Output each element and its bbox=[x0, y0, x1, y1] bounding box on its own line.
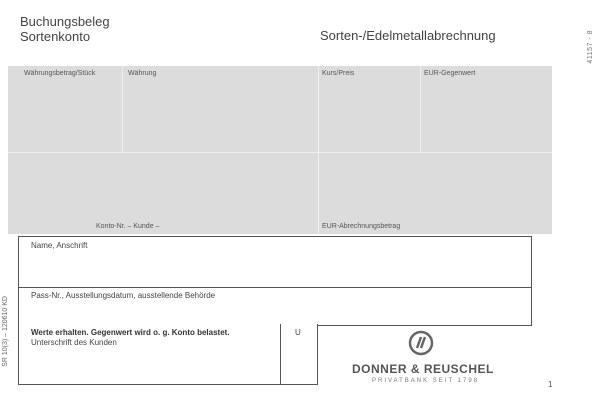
receipt-box bbox=[18, 324, 318, 385]
table-divider bbox=[420, 66, 421, 152]
document-heading: Sorten-/Edelmetallabrechnung bbox=[320, 28, 496, 43]
bank-logo-icon bbox=[408, 330, 434, 361]
table-divider bbox=[318, 66, 319, 234]
column-eur-label: EUR-Gegenwert bbox=[424, 70, 476, 77]
eur-total-label: EUR-Abrechnungsbetrag bbox=[322, 223, 401, 230]
column-rate-label: Kurs/Preis bbox=[322, 70, 355, 77]
page-number: 1 bbox=[548, 380, 553, 389]
table-divider bbox=[8, 152, 552, 153]
booking-table bbox=[8, 66, 552, 234]
name-address-label: Name, Anschrift bbox=[31, 241, 88, 250]
box-divider bbox=[19, 287, 531, 288]
bank-name: DONNER & REUSCHEL bbox=[352, 362, 494, 376]
column-amount-label: Währungsbetrag/Stück bbox=[24, 70, 96, 77]
title-line-1: Buchungsbeleg bbox=[20, 14, 110, 29]
title-line-2: Sortenkonto bbox=[20, 29, 91, 44]
account-number-label: Konto-Nr. – Kunde – bbox=[96, 223, 160, 230]
side-form-code: 41157 - 8 bbox=[587, 30, 594, 64]
column-currency-label: Währung bbox=[128, 70, 157, 77]
u-label: U bbox=[295, 328, 301, 337]
form-code: SR 10(3) – 120610 KD bbox=[2, 296, 9, 367]
u-divider bbox=[280, 324, 281, 384]
table-divider bbox=[122, 66, 123, 152]
customer-data-box bbox=[18, 236, 532, 326]
passport-label: Pass-Nr., Ausstellungsdatum, ausstellende Behörde bbox=[31, 291, 216, 300]
document-title bbox=[20, 14, 110, 44]
bank-tagline: PRIVATBANK SEIT 1798 bbox=[372, 378, 480, 384]
signature-label: Unterschrift des Kunden bbox=[31, 338, 117, 347]
confirmation-text: Werte erhalten. Gegenwert wird o. g. Konto belastet. bbox=[31, 328, 230, 337]
